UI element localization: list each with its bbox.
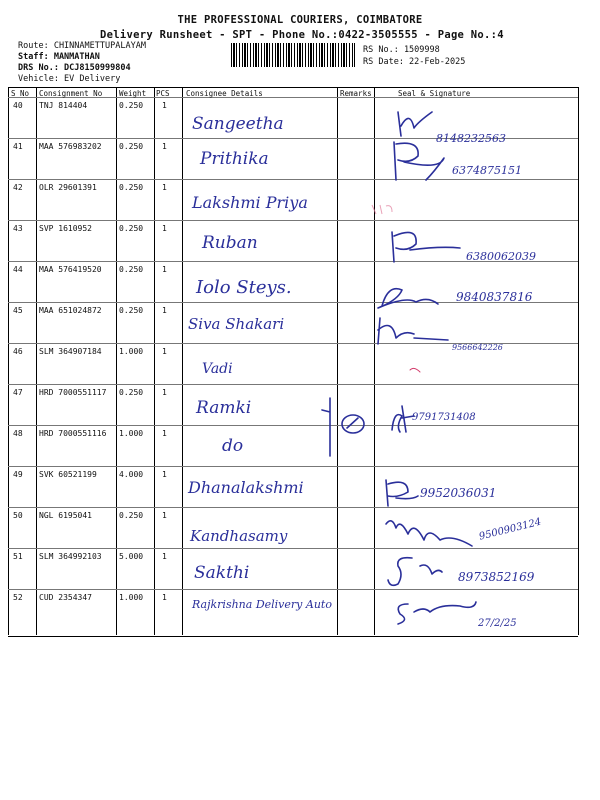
col-pcs: PCS xyxy=(156,89,170,98)
row-sno: 48 xyxy=(13,429,23,438)
row-pcs: 1 xyxy=(162,183,167,192)
col-remarks: Remarks xyxy=(340,89,372,98)
row-consignee: Kandhasamy xyxy=(190,527,288,545)
row-pcs: 1 xyxy=(162,142,167,151)
row-phone: 9840837816 xyxy=(456,290,533,304)
row-consignee: Rajkrishna Delivery Auto xyxy=(192,598,332,611)
row-consignee: Sangeetha xyxy=(192,114,284,134)
drs-number: DRS No.: DCJ8150999804 xyxy=(18,63,131,73)
column-divider xyxy=(374,87,375,635)
row-consignment: HRD 7000551117 xyxy=(39,388,107,397)
row-consignee: Sakthi xyxy=(194,563,250,583)
row-weight: 0.250 xyxy=(119,265,144,274)
row-sno: 41 xyxy=(13,142,23,151)
row-phone: 9566642226 xyxy=(452,343,503,352)
col-consignment: Consignment No xyxy=(39,89,103,98)
row-weight: 0.250 xyxy=(119,224,144,233)
row-weight: 0.250 xyxy=(119,306,144,315)
col-seal-signature: Seal & Signature xyxy=(398,89,471,98)
row-pcs: 1 xyxy=(162,347,167,356)
row-phone: 9791731408 xyxy=(412,412,476,423)
column-divider xyxy=(182,87,183,635)
column-divider xyxy=(578,87,579,635)
row-consignee: Ramki xyxy=(196,398,252,418)
runsheet-subtitle: Delivery Runsheet - SPT - Phone No.:0422-3505555 - Page No.:4 xyxy=(100,29,504,41)
row-consignment: OLR 29601391 xyxy=(39,183,97,192)
col-sno: S No xyxy=(11,89,30,98)
row-consignment: MAA 651024872 xyxy=(39,306,102,315)
row-sno: 49 xyxy=(13,470,23,479)
row-rule xyxy=(8,507,578,508)
vehicle-label: Vehicle: EV Delivery xyxy=(18,74,121,84)
row-pcs: 1 xyxy=(162,388,167,397)
column-divider xyxy=(36,87,37,635)
row-rule xyxy=(8,220,578,221)
row-weight: 0.250 xyxy=(119,183,144,192)
row-consignee: Siva Shakari xyxy=(188,315,285,333)
row-sno: 45 xyxy=(13,306,23,315)
row-consignee: Prithika xyxy=(200,149,269,169)
row-consignee: Ruban xyxy=(202,233,258,253)
row-weight: 1.000 xyxy=(119,429,144,438)
row-consignment: NGL 6195041 xyxy=(39,511,92,520)
row-rule xyxy=(8,548,578,549)
row-phone: 9500903124 xyxy=(478,516,543,543)
row-phone: 9952036031 xyxy=(420,486,497,500)
row-consignment: SVP 1610952 xyxy=(39,224,92,233)
row-rule xyxy=(8,466,578,467)
row-pcs: 1 xyxy=(162,552,167,561)
row-consignment: CUD 2354347 xyxy=(39,593,92,602)
row-phone: 6380062039 xyxy=(466,250,536,263)
page-title: THE PROFESSIONAL COURIERS, COIMBATORE xyxy=(177,14,423,26)
row-phone: 6374875151 xyxy=(452,164,522,177)
row-sno: 47 xyxy=(13,388,23,397)
row-weight: 0.250 xyxy=(119,142,144,151)
column-divider xyxy=(8,87,9,635)
row-consignee: Iolo Steys. xyxy=(196,277,292,298)
row-consignment: HRD 7000551116 xyxy=(39,429,107,438)
row-consignment: TNJ 814404 xyxy=(39,101,88,110)
column-divider xyxy=(337,87,338,635)
row-rule xyxy=(8,179,578,180)
row-weight: 0.250 xyxy=(119,388,144,397)
row-sno: 42 xyxy=(13,183,23,192)
column-divider xyxy=(154,87,155,635)
row-weight: 0.250 xyxy=(119,101,144,110)
row-sno: 44 xyxy=(13,265,23,274)
rs-date: RS Date: 22-Feb-2025 xyxy=(363,57,466,67)
row-consignment: MAA 576983202 xyxy=(39,142,102,151)
row-consignee: Lakshmi Priya xyxy=(192,193,308,212)
row-consignment: SLM 364907184 xyxy=(39,347,102,356)
row-sno: 50 xyxy=(13,511,23,520)
row-weight: 0.250 xyxy=(119,511,144,520)
row-rule xyxy=(8,384,578,385)
row-consignment: SLM 364992103 xyxy=(39,552,102,561)
row-weight: 4.000 xyxy=(119,470,144,479)
row-rule xyxy=(8,589,578,590)
rs-number: RS No.: 1509998 xyxy=(363,45,440,55)
row-pcs: 1 xyxy=(162,306,167,315)
row-sno: 51 xyxy=(13,552,23,561)
row-weight: 1.000 xyxy=(119,593,144,602)
row-sno: 43 xyxy=(13,224,23,233)
row-pcs: 1 xyxy=(162,265,167,274)
row-consignment: MAA 576419520 xyxy=(39,265,102,274)
row-phone: 8973852169 xyxy=(458,570,535,584)
row-consignee: do xyxy=(222,436,244,456)
staff-label: Staff: MANMATHAN xyxy=(18,52,100,62)
row-pcs: 1 xyxy=(162,511,167,520)
row-consignee: Vadi xyxy=(202,361,233,377)
row-rule xyxy=(8,425,578,426)
row-sno: 46 xyxy=(13,347,23,356)
row-sno: 52 xyxy=(13,593,23,602)
row-pcs: 1 xyxy=(162,429,167,438)
route-label: Route: CHINNAMETTUPALAYAM xyxy=(18,41,146,51)
row-pcs: 1 xyxy=(162,224,167,233)
col-weight: Weight xyxy=(119,89,147,98)
row-phone: 27/2/25 xyxy=(478,618,517,629)
column-divider xyxy=(116,87,117,635)
row-phone: 8148232563 xyxy=(436,132,506,145)
row-weight: 1.000 xyxy=(119,347,144,356)
row-weight: 5.000 xyxy=(119,552,144,561)
col-consignee: Consignee Details xyxy=(186,89,263,98)
row-sno: 40 xyxy=(13,101,23,110)
barcode-icon xyxy=(231,43,355,67)
row-consignment: SVK 60521199 xyxy=(39,470,97,479)
row-pcs: 1 xyxy=(162,470,167,479)
row-pcs: 1 xyxy=(162,101,167,110)
row-consignee: Dhanalakshmi xyxy=(188,478,304,497)
row-pcs: 1 xyxy=(162,593,167,602)
